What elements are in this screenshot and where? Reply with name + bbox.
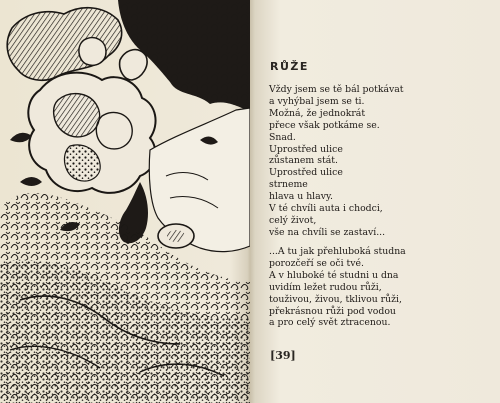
poem-line: překrásnou růži pod vodou <box>269 305 396 317</box>
poem-title: RŮŽE <box>270 60 309 73</box>
poem-line: ...A tu jak přehluboká studna <box>269 246 406 257</box>
poem-line: Možná, že jednokrát <box>269 107 366 119</box>
poem-line: Vždy jsem se tě bál potkávat <box>269 84 404 95</box>
stanza-2 <box>269 246 406 329</box>
poem-line: porozčeří se oči tvé. <box>269 257 364 269</box>
page-number: [39] <box>270 349 296 362</box>
poem-line: uvidím ležet rudou růži, <box>269 281 382 293</box>
poem-line: vše na chvíli se zastaví... <box>269 226 386 238</box>
poem-line: A v hluboké té studni u dna <box>269 269 399 281</box>
poem-line: V té chvíli auta i chodci, <box>269 203 383 215</box>
poem-line: touživou, živou, tklivou růži, <box>269 293 402 305</box>
poem-line: hlava u hlavy. <box>269 191 333 203</box>
poem-line: Uprostřed ulice <box>269 143 343 155</box>
right-page <box>250 0 500 403</box>
poem-line: a pro celý svět ztracenou. <box>269 317 391 329</box>
stanza-1 <box>269 84 404 239</box>
poem-line: přece však potkáme se. <box>269 119 380 131</box>
poem-line: a vyhýbal jsem se ti. <box>269 95 365 107</box>
poem-line: zůstanem stát. <box>269 155 338 167</box>
poem-line: strneme <box>269 179 308 191</box>
poem-line: celý život, <box>269 214 317 226</box>
poem-line: Snad. <box>269 131 296 143</box>
poem-line: Uprostřed ulice <box>269 167 343 179</box>
